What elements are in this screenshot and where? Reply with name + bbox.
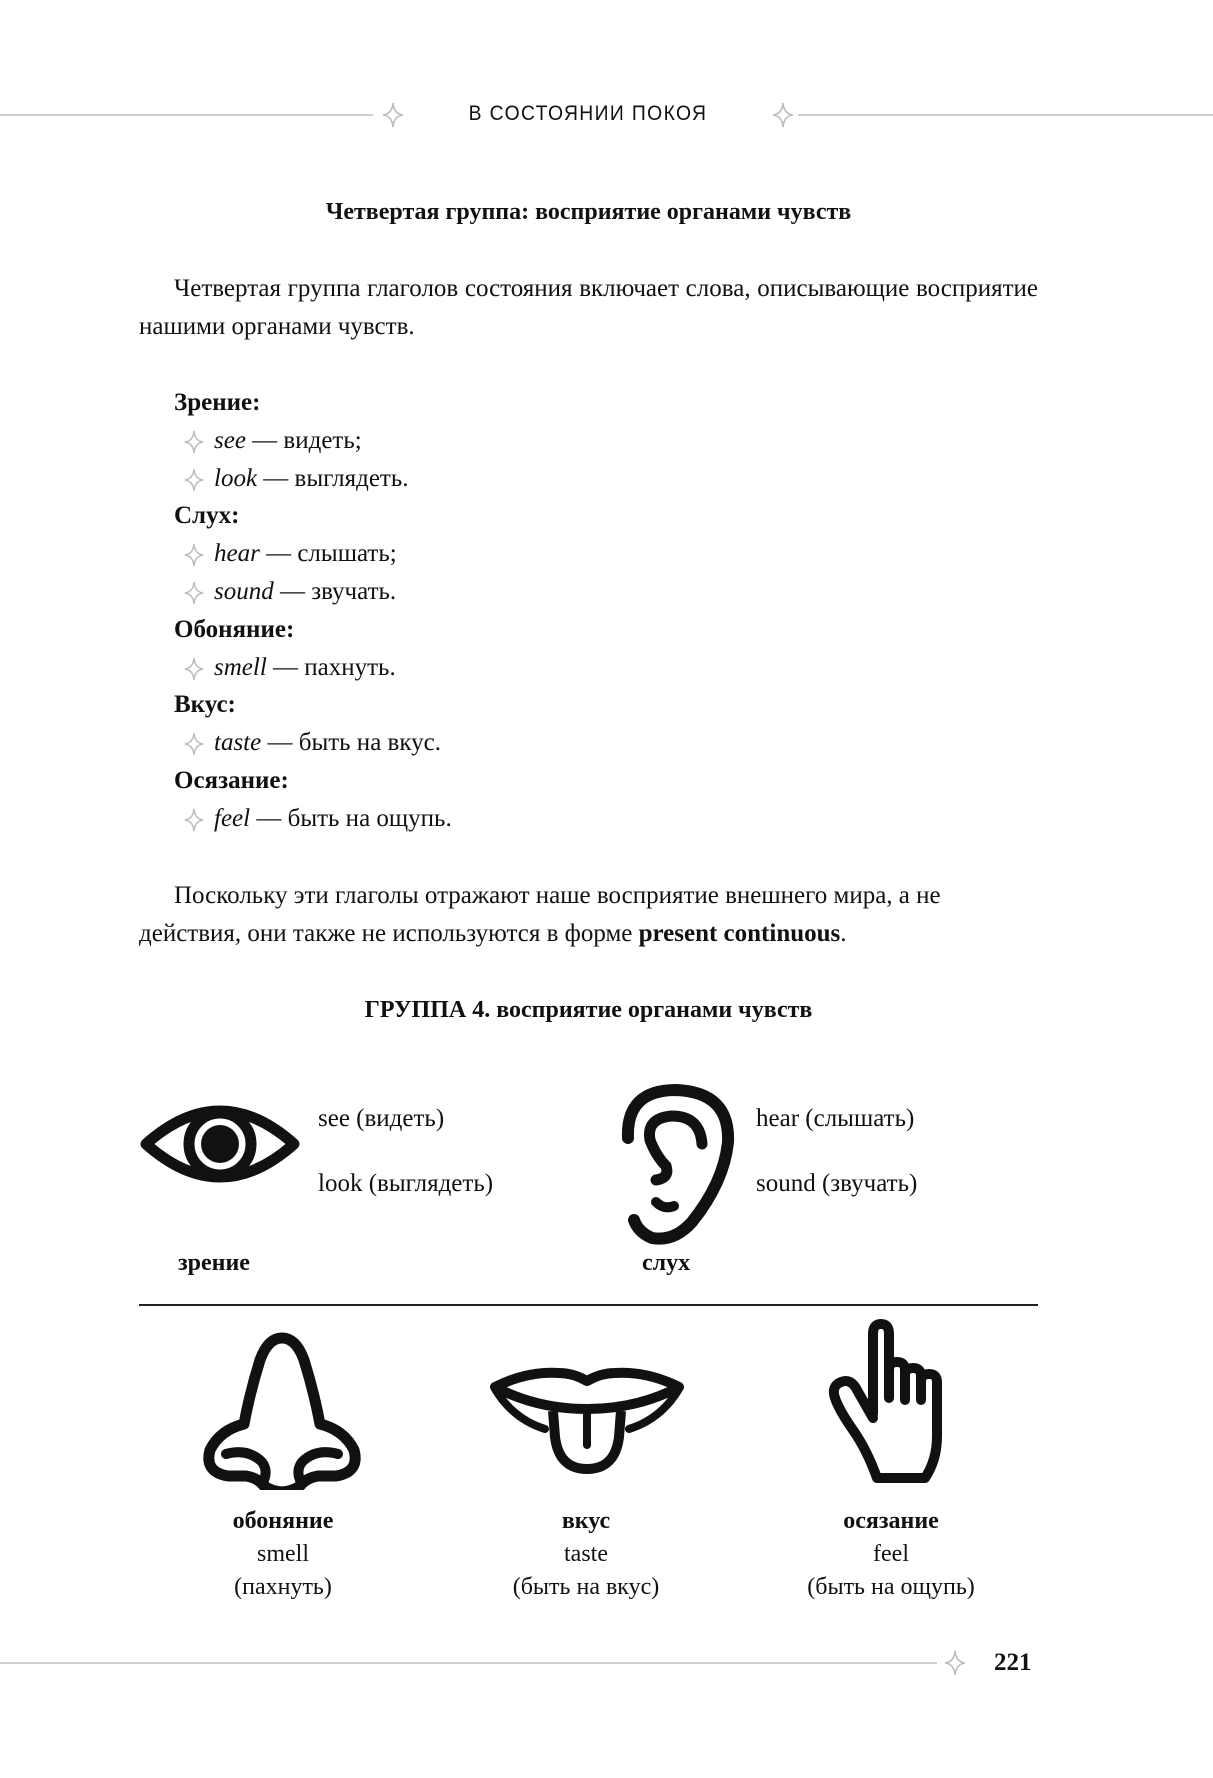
lips-tongue-icon — [487, 1365, 687, 1475]
label-taste: вкус — [561, 1508, 611, 1534]
four-point-star-icon — [174, 581, 214, 605]
russian-translation: — быть на вкус. — [261, 729, 441, 757]
label-smell: обоняние — [232, 1508, 334, 1534]
four-point-star-icon — [174, 732, 214, 756]
translation-feel: (быть на ощупь) — [807, 1574, 975, 1600]
list-item — [174, 649, 452, 687]
sense-column-smell — [153, 1505, 413, 1604]
conclusion-text: Поскольку эти глаголы отражают наше восприятие внешнего мира, а не действия, они также не используются в форме — [139, 882, 941, 947]
verb-feel: feel — [873, 1541, 909, 1567]
english-verb: sound — [214, 577, 274, 605]
conclusion-end: . — [840, 920, 847, 947]
bold-term: present continuous — [638, 920, 841, 947]
verb-look: look (выглядеть) — [318, 1170, 494, 1197]
four-point-star-icon — [174, 657, 214, 681]
category-vision: Зрение: — [174, 389, 261, 416]
figure-divider — [139, 1304, 1038, 1306]
four-point-star-icon — [174, 808, 214, 832]
sense-column-touch — [761, 1505, 1021, 1604]
sense-column-taste — [456, 1505, 716, 1604]
verb-sound: sound (звучать) — [756, 1170, 918, 1197]
english-verb: smell — [214, 653, 267, 681]
english-verb: see — [214, 426, 246, 454]
header-rule-right — [798, 114, 1213, 116]
russian-translation: — пахнуть. — [266, 653, 396, 681]
verb-hear: hear (слышать) — [756, 1105, 915, 1132]
eye-icon — [140, 1092, 300, 1196]
label-hearing: слух — [642, 1250, 691, 1276]
list-item — [174, 535, 452, 573]
verb-smell: smell — [257, 1541, 309, 1567]
conclusion-paragraph — [139, 877, 1038, 953]
senses-list — [174, 384, 452, 838]
english-verb: taste — [214, 729, 262, 757]
list-item — [174, 800, 452, 838]
footer-rule — [0, 1662, 937, 1664]
verb-taste: taste — [564, 1541, 608, 1567]
four-point-star-icon — [382, 102, 404, 128]
verb-see: see (видеть) — [318, 1105, 445, 1132]
four-point-star-icon — [174, 543, 214, 567]
list-item — [174, 422, 452, 460]
section-heading: Четвертая группа: восприятие органами чувств — [325, 199, 852, 225]
header-rule-left — [0, 114, 373, 116]
pointing-hand-icon — [825, 1318, 955, 1493]
label-touch: осязание — [843, 1508, 939, 1534]
english-verb: feel — [214, 804, 251, 832]
four-point-star-icon — [174, 430, 214, 454]
ear-icon — [612, 1082, 747, 1247]
category-taste: Вкус: — [174, 691, 236, 719]
russian-translation: — выглядеть. — [257, 464, 409, 492]
figure-title: ГРУППА 4. восприятие органами чувств — [364, 997, 813, 1023]
english-verb: look — [214, 464, 258, 492]
russian-translation: — видеть; — [245, 426, 362, 454]
four-point-star-icon — [772, 102, 794, 128]
category-smell: Обоняние: — [174, 615, 295, 643]
category-touch: Осязание: — [174, 766, 289, 794]
list-item — [174, 460, 452, 498]
intro-paragraph — [139, 270, 1038, 346]
intro-text: Четвертая группа глаголов состояния включает слова, описывающие восприятие нашими органами чувств. — [139, 275, 1038, 340]
translation-taste: (быть на вкус) — [512, 1574, 660, 1600]
page-number: 221 — [994, 1649, 1032, 1676]
russian-translation: — быть на ощупь. — [250, 804, 452, 832]
english-verb: hear — [214, 540, 260, 568]
running-title: В СОСТОЯНИИ ПОКОЯ — [468, 102, 708, 125]
list-item — [174, 724, 452, 762]
nose-icon — [198, 1330, 366, 1490]
four-point-star-icon — [944, 1650, 966, 1676]
four-point-star-icon — [174, 468, 214, 492]
russian-translation: — слышать; — [259, 540, 397, 568]
translation-smell: (пахнуть) — [234, 1574, 332, 1600]
list-item — [174, 573, 452, 611]
label-vision: зрение — [178, 1250, 250, 1276]
russian-translation: — звучать. — [273, 577, 397, 605]
category-hearing: Слух: — [174, 502, 240, 530]
